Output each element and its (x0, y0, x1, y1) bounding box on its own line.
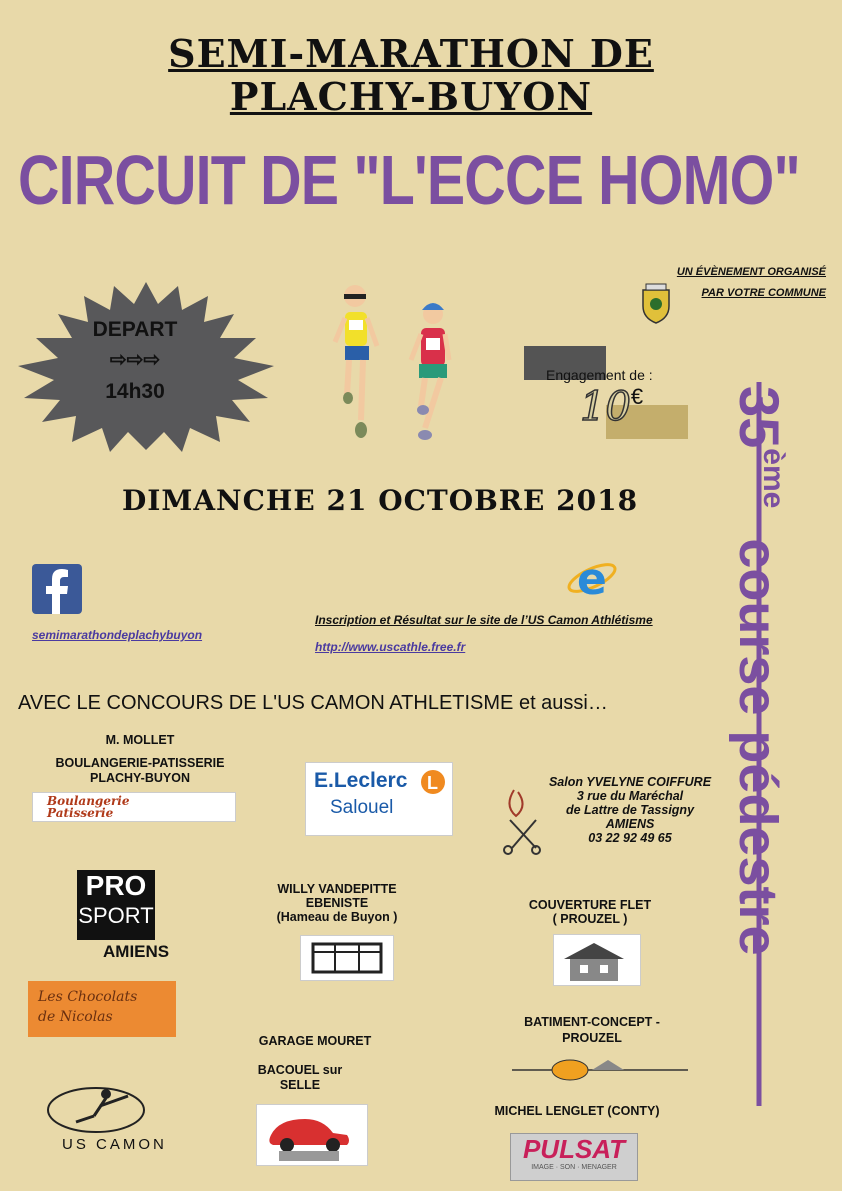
title-line-2: PLACHY-BUYON (229, 74, 593, 119)
boulangerie-logo (32, 792, 236, 822)
facebook-link[interactable]: semimarathondeplachybuyon (32, 628, 203, 642)
prosport-city: AMIENS (103, 942, 170, 961)
leclerc-brand: E.Leclerc (314, 769, 408, 792)
boulangerie-logo-text: Boulangerie Patisserie (47, 794, 130, 820)
facebook-icon[interactable] (32, 564, 82, 614)
chocolats-text: Les Chocolats de Nicolas (38, 989, 138, 1025)
organizer-note (677, 262, 826, 304)
svg-text:L: L (427, 773, 438, 793)
inscription-text: Inscription et Résultat sur le site de l’US Camon Athlétisme (315, 613, 653, 627)
prosport-logo (77, 870, 155, 940)
edition-banner (727, 386, 792, 956)
sponsor-willy: WILLY VANDEPITTE EBENISTE (Hameau de Buyon ) (276, 882, 398, 924)
sponsor-batiment: BATIMENT-CONCEPT - PROUZEL (524, 1015, 660, 1045)
sponsor-mollet: M. MOLLET (105, 733, 175, 747)
start-time: 14h30 (105, 380, 165, 403)
start-label: DEPART (92, 318, 178, 341)
prosport-sport: SPORT (78, 903, 154, 928)
start-info (60, 314, 210, 407)
edition-number: 35 (728, 386, 791, 449)
pulsat-logo (510, 1133, 638, 1181)
svg-text:e: e (577, 554, 607, 604)
chocolats-logo (28, 981, 176, 1037)
commune-crest-icon (640, 282, 672, 324)
pulsat-sub: IMAGE · SON · MENAGER (531, 1164, 617, 1171)
sponsor-garage: GARAGE MOURET (258, 1034, 372, 1048)
pulsat-text: PULSAT (522, 1134, 626, 1164)
fee-label: Engagement de : (546, 367, 653, 383)
car-icon (257, 1105, 367, 1165)
prosport-pro: PRO (85, 870, 147, 901)
organizer-line-2: PAR VOTRE COMMUNE (701, 287, 826, 299)
sponsors-intro: AVEC LE CONCOURS DE L'US CAMON ATHLETISME et aussi… (18, 692, 608, 714)
house-image (553, 934, 641, 986)
sponsor-salon: Salon YVELYNE COIFFURE 3 rue du Maréchal de Lattre de Tassigny AMIENS 03 22 92 49 65 (548, 775, 712, 845)
leclerc-logo (305, 762, 453, 836)
cabinet-image (300, 935, 394, 981)
circuit-title: CIRCUIT DE "L'ECCE HOMO" (18, 141, 800, 219)
batiment-logo (512, 1056, 688, 1084)
house-icon (554, 935, 640, 985)
edition-text: course pédestre (728, 538, 788, 956)
event-date: DIMANCHE 21 OCTOBRE 2018 (121, 484, 639, 517)
furniture-icon (301, 936, 393, 980)
garage-image (256, 1104, 368, 1166)
edition-suffix: ème (757, 448, 790, 509)
fee-amount (580, 384, 643, 430)
organizer-line-1: UN ÉVÈNEMENT ORGANISÉ (676, 266, 826, 278)
start-arrows: ⇨⇨⇨ (109, 349, 161, 371)
garage-city: BACOUEL sur SELLE (257, 1063, 343, 1092)
sponsor-boulangerie: BOULANGERIE-PATISSERIE PLACHY-BUYON (55, 756, 225, 785)
web-browser-icon (566, 552, 618, 604)
uscamon-label: US CAMON (62, 1136, 167, 1153)
runners-illustration (325, 280, 465, 445)
uscamon-logo-icon (46, 1076, 156, 1136)
sponsor-flet: COUVERTURE FLET ( PROUZEL ) (528, 898, 652, 926)
leclerc-emblem-icon (420, 769, 446, 795)
inscription-url[interactable]: http://www.uscathle.free.fr (315, 640, 466, 654)
title-line-1: SEMI-MARATHON DE (168, 31, 654, 76)
fee-currency: € (630, 384, 644, 409)
sponsor-lenglet: MICHEL LENGLET (CONTY) (494, 1104, 660, 1118)
leclerc-city: Salouel (330, 797, 394, 818)
main-title (0, 32, 822, 118)
fee-number: 10 (580, 384, 631, 430)
